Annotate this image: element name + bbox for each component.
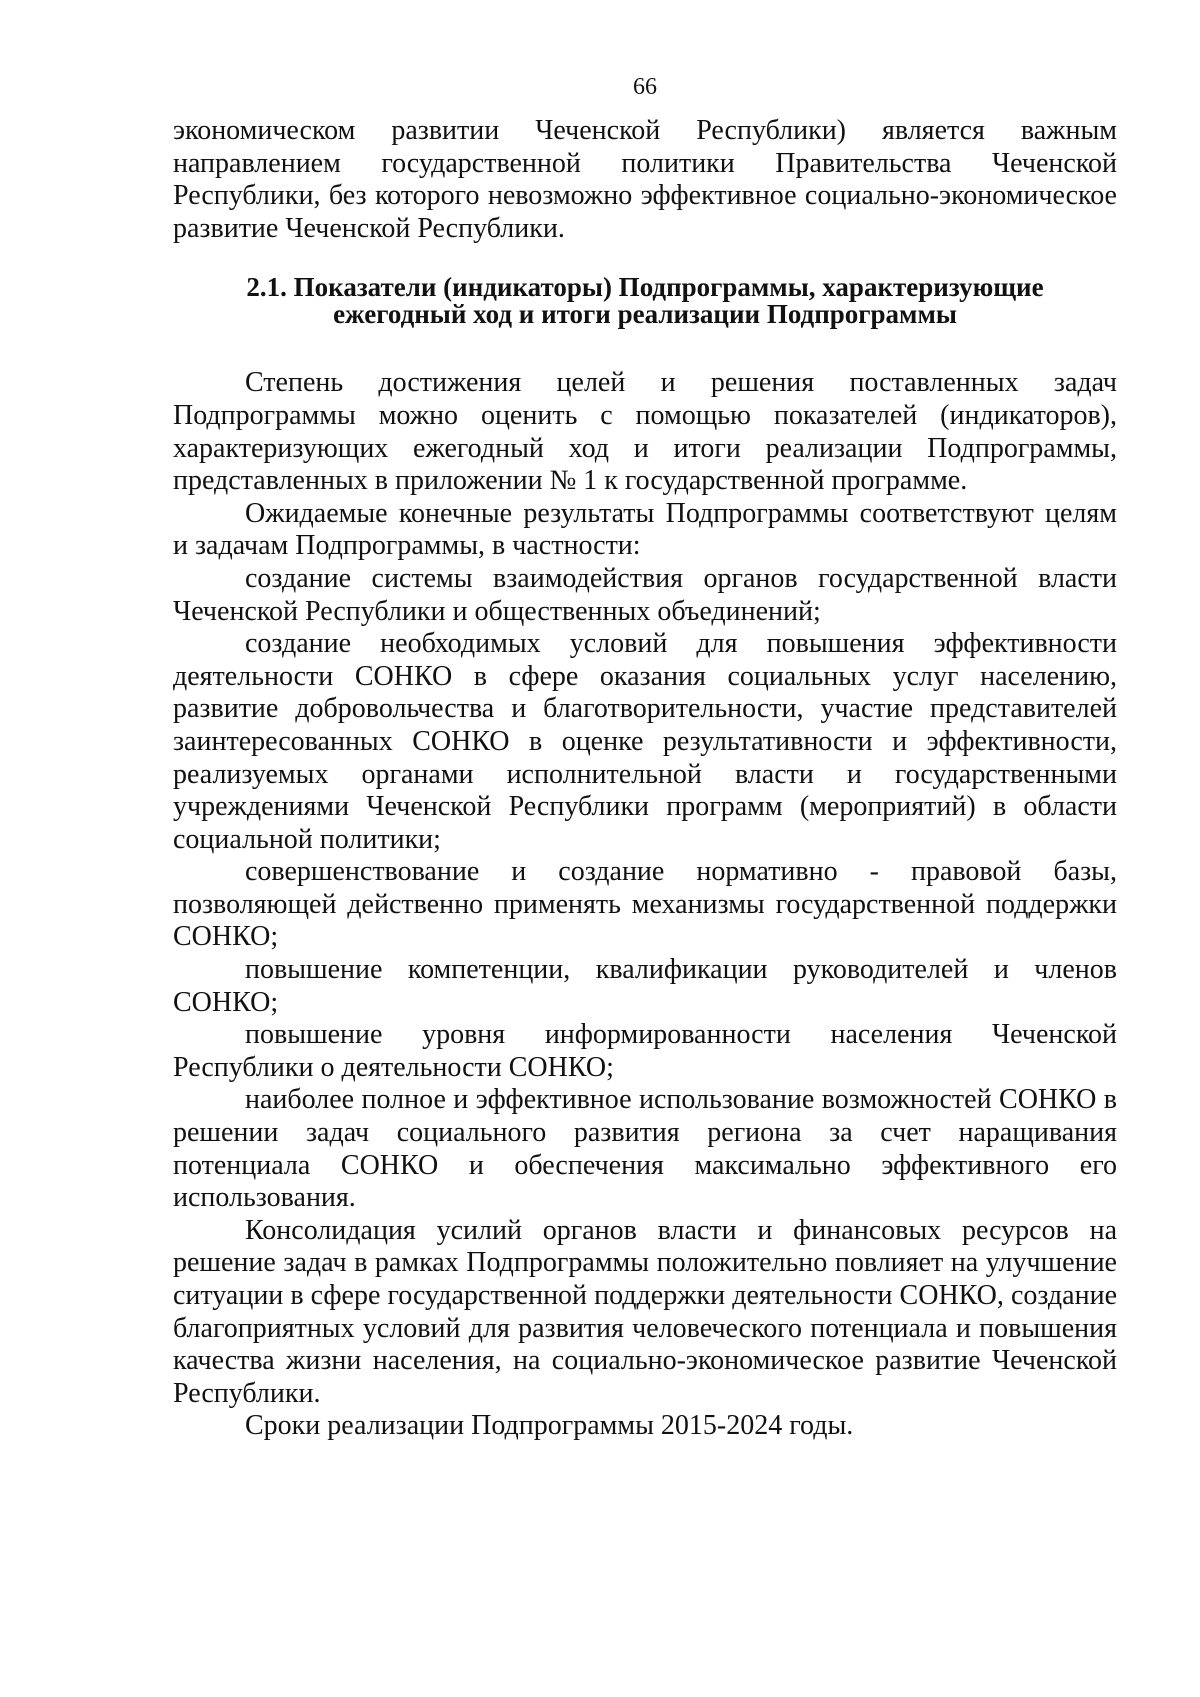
list-item-interaction-system: создание системы взаимодействия органов государственной власти Чеченской Республики и общественных объединений;: [173, 562, 1117, 627]
paragraph-consolidation: Консолидация усилий органов власти и финансовых ресурсов на решение задач в рамках Подпрограммы положительно повлияет на улучшение ситуации в сфере государственной поддержки деятельности СОНКО, создание благоприятных условий для развития человеческого потенциала и повышения качества жизни населения, на социально-экономическое развитие Чеченской Республики.: [173, 1214, 1117, 1409]
paragraph-timeline: Сроки реализации Подпрограммы 2015-2024 годы.: [245, 1410, 854, 1442]
page-number: 66: [633, 74, 657, 100]
document-body: [173, 115, 1117, 1443]
paragraph-continuation: экономическом развитии Чеченской Республики) является важным направлением государственной политики Правительства Чеченской Республики, без которого невозможно эффективное социально-экономическое развитие Чеченской Республики.: [173, 115, 1117, 244]
section-heading-line-2: ежегодный ход и итоги реализации Подпрограммы: [333, 299, 957, 330]
list-item-competence: повышение компетенции, квалификации руководителей и членов СОНКО;: [173, 954, 1117, 1018]
section-heading: [173, 274, 1117, 328]
paragraph-expected-results: Ожидаемые конечные результаты Подпрограммы соответствуют целям и задачам Подпрограммы, в частности:: [173, 497, 1117, 562]
list-item-conditions: создание необходимых условий для повышения эффективности деятельности СОНКО в сфере оказания социальных услуг населению, развитие добровольчества и благотворительности, участие представителей заинтересованных СОНКО в оценке результативности и эффективности, реализуемых органами исполнительной власти и государственными учреждениями Чеченской Республики программ (мероприятий) в области социальной политики;: [173, 628, 1117, 855]
paragraph-indicators: Степень достижения целей и решения поставленных задач Подпрограммы можно оценить с помощью показателей (индикаторов), характеризующих ежегодный ход и итоги реализации Подпрограммы, представленных в приложении № 1 к государственной программе.: [173, 367, 1117, 497]
list-item-awareness: повышение уровня информированности населения Чеченской Республики о деятельности СОНКО;: [173, 1019, 1117, 1083]
list-item-capabilities: наиболее полное и эффективное использование возможностей СОНКО в решении задач социального развития региона за счет наращивания потенциала СОНКО и обеспечения максимально эффективного его использования.: [173, 1084, 1117, 1214]
list-item-legal-base: совершенствование и создание нормативно - правовой базы, позволяющей действенно применять механизмы государственной поддержки СОНКО;: [173, 856, 1117, 953]
section-heading-line-1: 2.1. Показатели (индикаторы) Подпрограммы, характеризующие: [246, 272, 1044, 303]
